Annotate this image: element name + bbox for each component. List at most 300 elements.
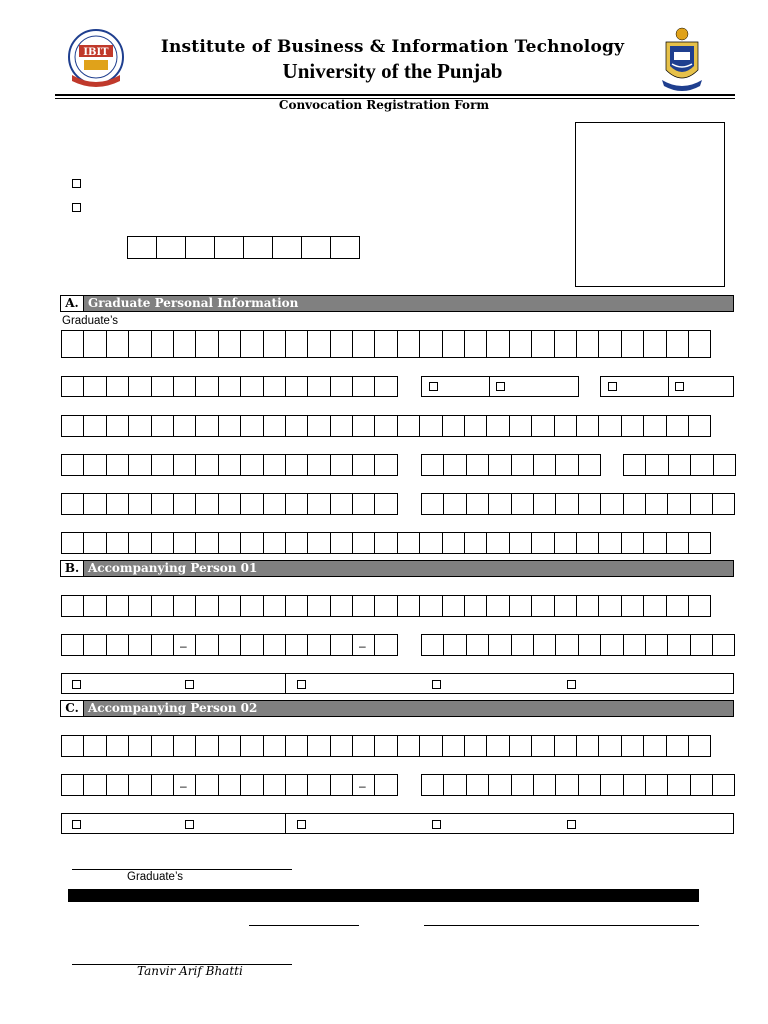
- character-box[interactable]: [218, 454, 241, 476]
- character-box[interactable]: [554, 330, 577, 358]
- character-box[interactable]: [442, 532, 465, 554]
- checkbox-relation[interactable]: [185, 680, 194, 689]
- character-box[interactable]: [106, 493, 129, 515]
- character-box[interactable]: [712, 634, 735, 656]
- character-box[interactable]: [151, 735, 174, 757]
- person2-name-boxes: [61, 735, 711, 757]
- character-box[interactable]: [645, 774, 668, 796]
- character-box[interactable]: [61, 415, 84, 437]
- character-box[interactable]: [554, 415, 577, 437]
- character-box[interactable]: [61, 493, 84, 515]
- character-box[interactable]: [421, 774, 444, 796]
- character-box[interactable]: [419, 330, 442, 358]
- checkbox-relation[interactable]: [72, 820, 81, 829]
- character-box[interactable]: [61, 454, 84, 476]
- character-box[interactable]: [578, 774, 601, 796]
- character-box[interactable]: [106, 415, 129, 437]
- character-box[interactable]: [218, 774, 241, 796]
- character-box[interactable]: [511, 634, 534, 656]
- character-box[interactable]: [643, 330, 666, 358]
- character-box[interactable]: [128, 634, 151, 656]
- character-box[interactable]: [374, 454, 397, 476]
- character-box[interactable]: [240, 415, 263, 437]
- character-box[interactable]: [374, 376, 397, 397]
- character-box[interactable]: [330, 774, 353, 796]
- character-box[interactable]: [464, 595, 487, 617]
- character-box[interactable]: [374, 532, 397, 554]
- character-box[interactable]: [486, 735, 509, 757]
- character-box[interactable]: [61, 634, 84, 656]
- character-box[interactable]: [263, 735, 286, 757]
- character-box[interactable]: [464, 735, 487, 757]
- character-box[interactable]: [263, 532, 286, 554]
- character-box[interactable]: [128, 735, 151, 757]
- character-box[interactable]: [263, 454, 286, 476]
- character-box[interactable]: [443, 634, 466, 656]
- character-box[interactable]: [240, 493, 263, 515]
- character-box[interactable]: [151, 493, 174, 515]
- character-box[interactable]: [598, 415, 621, 437]
- character-box[interactable]: [263, 493, 286, 515]
- character-box[interactable]: [330, 493, 353, 515]
- character-box[interactable]: [397, 415, 420, 437]
- character-box[interactable]: [623, 493, 646, 515]
- character-box[interactable]: [533, 774, 556, 796]
- character-box[interactable]: [330, 376, 353, 397]
- character-box[interactable]: [421, 493, 444, 515]
- character-box[interactable]: [511, 454, 534, 476]
- character-box[interactable]: [173, 330, 196, 358]
- character-box[interactable]: [509, 415, 532, 437]
- office-line-1[interactable]: [249, 925, 359, 926]
- character-box[interactable]: [83, 595, 106, 617]
- character-box[interactable]: [511, 493, 534, 515]
- character-box[interactable]: [61, 376, 84, 397]
- character-box[interactable]: [240, 735, 263, 757]
- character-box[interactable]: [218, 634, 241, 656]
- character-box[interactable]: [688, 595, 711, 617]
- character-box[interactable]: [173, 735, 196, 757]
- character-box[interactable]: [307, 493, 330, 515]
- character-box[interactable]: [576, 735, 599, 757]
- character-box[interactable]: [713, 454, 736, 476]
- character-box[interactable]: [464, 330, 487, 358]
- character-box[interactable]: [621, 330, 644, 358]
- character-box[interactable]: [128, 493, 151, 515]
- character-box[interactable]: [421, 634, 444, 656]
- checkbox-relation[interactable]: [432, 680, 441, 689]
- roll-digit-box[interactable]: [301, 236, 331, 259]
- character-box[interactable]: [598, 735, 621, 757]
- character-box[interactable]: [488, 493, 511, 515]
- character-box[interactable]: [666, 595, 689, 617]
- character-box[interactable]: [645, 454, 668, 476]
- character-box[interactable]: [466, 634, 489, 656]
- character-box[interactable]: [61, 595, 84, 617]
- character-box[interactable]: [106, 774, 129, 796]
- character-box[interactable]: [83, 634, 106, 656]
- character-box[interactable]: [173, 415, 196, 437]
- character-box[interactable]: [195, 415, 218, 437]
- character-box[interactable]: [374, 735, 397, 757]
- character-box[interactable]: [666, 415, 689, 437]
- character-box[interactable]: [442, 415, 465, 437]
- character-box[interactable]: [285, 454, 308, 476]
- roll-digit-box[interactable]: [156, 236, 186, 259]
- character-box[interactable]: [83, 735, 106, 757]
- roll-digit-box[interactable]: [214, 236, 244, 259]
- character-box[interactable]: [285, 415, 308, 437]
- character-box[interactable]: [486, 330, 509, 358]
- character-box[interactable]: [621, 415, 644, 437]
- character-box[interactable]: [666, 532, 689, 554]
- character-box[interactable]: [531, 415, 554, 437]
- character-box[interactable]: [576, 532, 599, 554]
- character-box[interactable]: [330, 735, 353, 757]
- character-box[interactable]: [397, 735, 420, 757]
- character-box[interactable]: [61, 532, 84, 554]
- character-box[interactable]: [285, 774, 308, 796]
- character-box[interactable]: [83, 415, 106, 437]
- character-box[interactable]: [195, 532, 218, 554]
- character-box[interactable]: [688, 532, 711, 554]
- character-box[interactable]: [600, 634, 623, 656]
- character-box[interactable]: [511, 774, 534, 796]
- character-box[interactable]: [307, 735, 330, 757]
- character-box[interactable]: [128, 330, 151, 358]
- character-box[interactable]: [263, 774, 286, 796]
- character-box[interactable]: [330, 595, 353, 617]
- character-box[interactable]: [352, 595, 375, 617]
- character-box[interactable]: [195, 634, 218, 656]
- character-box[interactable]: [285, 595, 308, 617]
- character-box[interactable]: [352, 454, 375, 476]
- character-box[interactable]: [61, 735, 84, 757]
- character-box[interactable]: [643, 532, 666, 554]
- character-box[interactable]: [195, 454, 218, 476]
- character-box[interactable]: [623, 774, 646, 796]
- character-box[interactable]: [240, 595, 263, 617]
- character-box[interactable]: [688, 415, 711, 437]
- character-box[interactable]: [509, 532, 532, 554]
- checkbox-relation[interactable]: [432, 820, 441, 829]
- character-box[interactable]: [106, 532, 129, 554]
- character-box[interactable]: [443, 493, 466, 515]
- character-box[interactable]: [645, 493, 668, 515]
- character-box[interactable]: [576, 415, 599, 437]
- character-box[interactable]: [509, 330, 532, 358]
- character-box[interactable]: [352, 532, 375, 554]
- character-box[interactable]: [285, 532, 308, 554]
- character-box[interactable]: [531, 330, 554, 358]
- character-box[interactable]: [374, 415, 397, 437]
- character-box[interactable]: [667, 634, 690, 656]
- character-box[interactable]: [128, 415, 151, 437]
- character-box[interactable]: [240, 774, 263, 796]
- character-box[interactable]: [598, 330, 621, 358]
- character-box[interactable]: [688, 330, 711, 358]
- checkbox-status-1[interactable]: [608, 382, 617, 391]
- roll-digit-box[interactable]: [272, 236, 302, 259]
- character-box[interactable]: [352, 493, 375, 515]
- character-box[interactable]: [173, 376, 196, 397]
- character-box[interactable]: [576, 330, 599, 358]
- character-box[interactable]: [151, 595, 174, 617]
- character-box[interactable]: [667, 493, 690, 515]
- character-box[interactable]: [128, 376, 151, 397]
- character-box[interactable]: [533, 454, 556, 476]
- character-box[interactable]: [151, 634, 174, 656]
- character-box[interactable]: [578, 454, 601, 476]
- character-box[interactable]: [464, 415, 487, 437]
- character-box[interactable]: [330, 532, 353, 554]
- character-box[interactable]: [218, 376, 241, 397]
- character-box[interactable]: [352, 735, 375, 757]
- character-box[interactable]: [666, 330, 689, 358]
- character-box[interactable]: [554, 532, 577, 554]
- character-box[interactable]: [173, 532, 196, 554]
- character-box[interactable]: [106, 376, 129, 397]
- character-box[interactable]: [173, 595, 196, 617]
- character-box[interactable]: [195, 493, 218, 515]
- character-box[interactable]: [555, 774, 578, 796]
- photo-box[interactable]: [575, 122, 725, 287]
- checkbox-relation[interactable]: [567, 820, 576, 829]
- checkbox-status-2[interactable]: [675, 382, 684, 391]
- character-box[interactable]: [83, 774, 106, 796]
- character-box[interactable]: [240, 532, 263, 554]
- checkbox-relation[interactable]: [297, 820, 306, 829]
- character-box[interactable]: [307, 634, 330, 656]
- checkbox-relation[interactable]: [72, 680, 81, 689]
- character-box[interactable]: [554, 595, 577, 617]
- character-box[interactable]: [83, 376, 106, 397]
- character-box[interactable]: [61, 774, 84, 796]
- character-box[interactable]: [397, 595, 420, 617]
- character-box[interactable]: [621, 595, 644, 617]
- character-box[interactable]: [621, 735, 644, 757]
- character-box[interactable]: [643, 415, 666, 437]
- character-box[interactable]: [173, 493, 196, 515]
- character-box[interactable]: [151, 532, 174, 554]
- character-box[interactable]: [688, 735, 711, 757]
- character-box[interactable]: [554, 735, 577, 757]
- character-box[interactable]: [374, 493, 397, 515]
- character-box[interactable]: [218, 532, 241, 554]
- character-box[interactable]: [419, 415, 442, 437]
- character-box[interactable]: [151, 415, 174, 437]
- character-box[interactable]: [598, 595, 621, 617]
- character-box[interactable]: [352, 415, 375, 437]
- character-box[interactable]: [421, 454, 444, 476]
- office-line-2[interactable]: [424, 925, 699, 926]
- character-box[interactable]: [600, 774, 623, 796]
- character-box[interactable]: [712, 493, 735, 515]
- character-box[interactable]: [486, 595, 509, 617]
- character-box[interactable]: [218, 595, 241, 617]
- roll-digit-box[interactable]: [127, 236, 157, 259]
- character-box[interactable]: [555, 634, 578, 656]
- character-box[interactable]: [374, 634, 397, 656]
- character-box[interactable]: [555, 454, 578, 476]
- character-box[interactable]: [419, 532, 442, 554]
- character-box[interactable]: [151, 454, 174, 476]
- graduate-signature-line[interactable]: [72, 869, 292, 870]
- character-box[interactable]: [623, 634, 646, 656]
- character-box[interactable]: [151, 330, 174, 358]
- character-box[interactable]: [690, 774, 713, 796]
- character-box[interactable]: [578, 634, 601, 656]
- character-box[interactable]: [83, 532, 106, 554]
- character-box[interactable]: [106, 735, 129, 757]
- character-box[interactable]: [533, 493, 556, 515]
- character-box[interactable]: [576, 595, 599, 617]
- character-box[interactable]: [240, 634, 263, 656]
- character-box[interactable]: [263, 595, 286, 617]
- character-box[interactable]: [307, 415, 330, 437]
- character-box[interactable]: [106, 595, 129, 617]
- character-box[interactable]: [106, 330, 129, 358]
- character-box[interactable]: [374, 330, 397, 358]
- character-box[interactable]: [531, 735, 554, 757]
- character-box[interactable]: [195, 595, 218, 617]
- character-box[interactable]: [442, 330, 465, 358]
- character-box[interactable]: [83, 330, 106, 358]
- character-box[interactable]: [690, 454, 713, 476]
- character-box[interactable]: [533, 634, 556, 656]
- character-box[interactable]: [83, 454, 106, 476]
- checkbox-option-2[interactable]: [72, 203, 81, 212]
- character-box[interactable]: [509, 735, 532, 757]
- character-box[interactable]: [488, 634, 511, 656]
- character-box[interactable]: [218, 330, 241, 358]
- character-box[interactable]: [555, 493, 578, 515]
- character-box[interactable]: [240, 454, 263, 476]
- character-box[interactable]: [531, 595, 554, 617]
- character-box[interactable]: [397, 330, 420, 358]
- character-box[interactable]: [330, 634, 353, 656]
- character-box[interactable]: [419, 735, 442, 757]
- character-box[interactable]: [218, 735, 241, 757]
- character-box[interactable]: [263, 415, 286, 437]
- character-box[interactable]: [419, 595, 442, 617]
- character-box[interactable]: [285, 634, 308, 656]
- character-box[interactable]: [195, 774, 218, 796]
- character-box[interactable]: [240, 330, 263, 358]
- character-box[interactable]: [307, 595, 330, 617]
- character-box[interactable]: [352, 376, 375, 397]
- character-box[interactable]: [307, 454, 330, 476]
- character-box[interactable]: [218, 415, 241, 437]
- checkbox-relation[interactable]: [567, 680, 576, 689]
- character-box[interactable]: [466, 493, 489, 515]
- character-box[interactable]: [128, 454, 151, 476]
- character-box[interactable]: [488, 774, 511, 796]
- character-box[interactable]: [623, 454, 646, 476]
- character-box[interactable]: [374, 774, 397, 796]
- character-box[interactable]: [531, 532, 554, 554]
- character-box[interactable]: [263, 376, 286, 397]
- character-box[interactable]: [128, 595, 151, 617]
- character-box[interactable]: [263, 634, 286, 656]
- character-box[interactable]: [128, 532, 151, 554]
- character-box[interactable]: [600, 493, 623, 515]
- character-box[interactable]: [397, 532, 420, 554]
- roll-digit-box[interactable]: [330, 236, 360, 259]
- character-box[interactable]: [509, 595, 532, 617]
- character-box[interactable]: [263, 330, 286, 358]
- character-box[interactable]: [442, 595, 465, 617]
- character-box[interactable]: [443, 774, 466, 796]
- character-box[interactable]: [61, 330, 84, 358]
- character-box[interactable]: [464, 532, 487, 554]
- character-box[interactable]: [598, 532, 621, 554]
- character-box[interactable]: [307, 774, 330, 796]
- character-box[interactable]: [151, 376, 174, 397]
- character-box[interactable]: [352, 330, 375, 358]
- checkbox-relation[interactable]: [297, 680, 306, 689]
- character-box[interactable]: [83, 493, 106, 515]
- character-box[interactable]: [643, 735, 666, 757]
- character-box[interactable]: [666, 735, 689, 757]
- character-box[interactable]: [330, 415, 353, 437]
- character-box[interactable]: [488, 454, 511, 476]
- character-box[interactable]: [307, 532, 330, 554]
- character-box[interactable]: [195, 735, 218, 757]
- character-box[interactable]: [285, 376, 308, 397]
- character-box[interactable]: [285, 493, 308, 515]
- character-box[interactable]: [307, 376, 330, 397]
- roll-digit-box[interactable]: [185, 236, 215, 259]
- character-box[interactable]: [151, 774, 174, 796]
- character-box[interactable]: [218, 493, 241, 515]
- checkbox-option-1[interactable]: [72, 179, 81, 188]
- character-box[interactable]: [173, 454, 196, 476]
- character-box[interactable]: [486, 415, 509, 437]
- character-box[interactable]: [578, 493, 601, 515]
- character-box[interactable]: [195, 330, 218, 358]
- checkbox-relation[interactable]: [185, 820, 194, 829]
- character-box[interactable]: [307, 330, 330, 358]
- character-box[interactable]: [285, 330, 308, 358]
- character-box[interactable]: [712, 774, 735, 796]
- character-box[interactable]: [442, 735, 465, 757]
- character-box[interactable]: [106, 454, 129, 476]
- character-box[interactable]: [466, 774, 489, 796]
- character-box[interactable]: [643, 595, 666, 617]
- character-box[interactable]: [443, 454, 466, 476]
- character-box[interactable]: [621, 532, 644, 554]
- character-box[interactable]: [668, 454, 691, 476]
- character-box[interactable]: [486, 532, 509, 554]
- character-box[interactable]: [106, 634, 129, 656]
- character-box[interactable]: [466, 454, 489, 476]
- character-box[interactable]: [374, 595, 397, 617]
- character-box[interactable]: [330, 330, 353, 358]
- character-box[interactable]: [330, 454, 353, 476]
- character-box[interactable]: [690, 493, 713, 515]
- checkbox-gender-1[interactable]: [429, 382, 438, 391]
- character-box[interactable]: [645, 634, 668, 656]
- character-box[interactable]: [128, 774, 151, 796]
- checkbox-gender-2[interactable]: [496, 382, 505, 391]
- character-box[interactable]: [690, 634, 713, 656]
- roll-digit-box[interactable]: [243, 236, 273, 259]
- character-box[interactable]: [285, 735, 308, 757]
- character-box[interactable]: [240, 376, 263, 397]
- character-box[interactable]: [667, 774, 690, 796]
- character-box[interactable]: [195, 376, 218, 397]
